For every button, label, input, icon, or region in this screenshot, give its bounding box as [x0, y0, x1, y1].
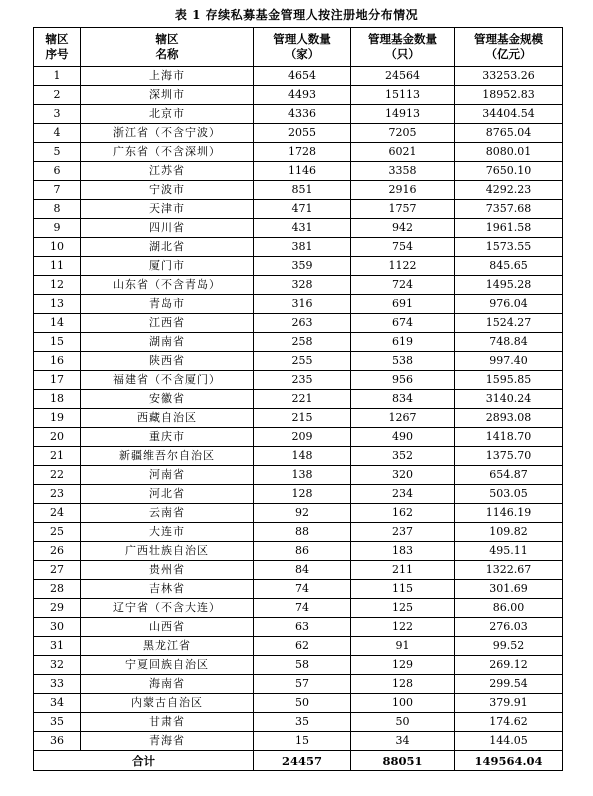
cell-name: 黑龙江省	[81, 637, 254, 656]
cell-name: 宁波市	[81, 181, 254, 200]
table-row	[34, 599, 563, 618]
cell-scale: 34404.54	[455, 105, 563, 124]
header-name	[81, 28, 254, 67]
cell-funds: 125	[351, 599, 455, 618]
cell-name: 河南省	[81, 466, 254, 485]
header-name-line1: 辖区	[155, 32, 179, 46]
cell-name: 湖北省	[81, 238, 254, 257]
cell-managers: 62	[254, 637, 351, 656]
cell-seq: 27	[34, 561, 81, 580]
header-scale	[455, 28, 563, 67]
cell-managers: 4336	[254, 105, 351, 124]
cell-name: 辽宁省（不含大连）	[81, 599, 254, 618]
cell-scale: 379.91	[455, 694, 563, 713]
table-row	[34, 333, 563, 352]
cell-scale: 1595.85	[455, 371, 563, 390]
cell-scale: 7357.68	[455, 200, 563, 219]
cell-seq: 24	[34, 504, 81, 523]
header-row	[34, 28, 563, 67]
cell-seq: 34	[34, 694, 81, 713]
cell-managers: 471	[254, 200, 351, 219]
cell-funds: 211	[351, 561, 455, 580]
header-funds-line2: （只）	[385, 47, 420, 61]
cell-managers: 258	[254, 333, 351, 352]
cell-funds: 754	[351, 238, 455, 257]
total-managers: 24457	[254, 751, 351, 771]
cell-scale: 1322.67	[455, 561, 563, 580]
cell-managers: 4493	[254, 86, 351, 105]
cell-name: 福建省（不含厦门）	[81, 371, 254, 390]
cell-scale: 86.00	[455, 599, 563, 618]
cell-funds: 1757	[351, 200, 455, 219]
cell-managers: 58	[254, 656, 351, 675]
cell-managers: 35	[254, 713, 351, 732]
table-row	[34, 447, 563, 466]
cell-scale: 2893.08	[455, 409, 563, 428]
cell-scale: 1961.58	[455, 219, 563, 238]
cell-managers: 88	[254, 523, 351, 542]
cell-managers: 128	[254, 485, 351, 504]
cell-funds: 128	[351, 675, 455, 694]
cell-funds: 234	[351, 485, 455, 504]
cell-managers: 138	[254, 466, 351, 485]
cell-scale: 33253.26	[455, 67, 563, 86]
cell-funds: 1267	[351, 409, 455, 428]
cell-name: 云南省	[81, 504, 254, 523]
cell-seq: 31	[34, 637, 81, 656]
cell-funds: 320	[351, 466, 455, 485]
cell-funds: 115	[351, 580, 455, 599]
cell-seq: 5	[34, 143, 81, 162]
header-seq-line2: 序号	[45, 47, 69, 61]
cell-managers: 148	[254, 447, 351, 466]
cell-name: 内蒙古自治区	[81, 694, 254, 713]
cell-scale: 3140.24	[455, 390, 563, 409]
cell-seq: 33	[34, 675, 81, 694]
cell-funds: 237	[351, 523, 455, 542]
cell-funds: 490	[351, 428, 455, 447]
cell-name: 上海市	[81, 67, 254, 86]
header-seq-line1: 辖区	[45, 32, 69, 46]
cell-scale: 503.05	[455, 485, 563, 504]
header-managers-line1: 管理人数量	[273, 32, 331, 46]
cell-scale: 18952.83	[455, 86, 563, 105]
cell-name: 山西省	[81, 618, 254, 637]
cell-managers: 235	[254, 371, 351, 390]
cell-seq: 30	[34, 618, 81, 637]
table-row	[34, 732, 563, 751]
table-row	[34, 390, 563, 409]
cell-managers: 2055	[254, 124, 351, 143]
cell-scale: 654.87	[455, 466, 563, 485]
cell-seq: 2	[34, 86, 81, 105]
cell-name: 甘肃省	[81, 713, 254, 732]
cell-seq: 17	[34, 371, 81, 390]
cell-scale: 1524.27	[455, 314, 563, 333]
cell-seq: 25	[34, 523, 81, 542]
table-row	[34, 219, 563, 238]
table-row	[34, 485, 563, 504]
table-body	[34, 67, 563, 751]
cell-scale: 109.82	[455, 523, 563, 542]
table-row	[34, 352, 563, 371]
cell-managers: 1146	[254, 162, 351, 181]
table-row	[34, 181, 563, 200]
cell-seq: 16	[34, 352, 81, 371]
cell-seq: 6	[34, 162, 81, 181]
cell-scale: 301.69	[455, 580, 563, 599]
cell-name: 江苏省	[81, 162, 254, 181]
table-row	[34, 200, 563, 219]
cell-managers: 431	[254, 219, 351, 238]
cell-managers: 57	[254, 675, 351, 694]
cell-seq: 26	[34, 542, 81, 561]
cell-funds: 724	[351, 276, 455, 295]
table-row	[34, 428, 563, 447]
cell-funds: 942	[351, 219, 455, 238]
cell-scale: 997.40	[455, 352, 563, 371]
cell-name: 青岛市	[81, 295, 254, 314]
cell-seq: 3	[34, 105, 81, 124]
table-title: 表 1 存续私募基金管理人按注册地分布情况	[174, 8, 419, 22]
cell-scale: 1146.19	[455, 504, 563, 523]
cell-scale: 144.05	[455, 732, 563, 751]
cell-managers: 851	[254, 181, 351, 200]
header-seq	[34, 28, 81, 67]
cell-funds: 352	[351, 447, 455, 466]
cell-funds: 15113	[351, 86, 455, 105]
table-row	[34, 143, 563, 162]
cell-managers: 92	[254, 504, 351, 523]
cell-name: 西藏自治区	[81, 409, 254, 428]
cell-managers: 74	[254, 580, 351, 599]
cell-seq: 10	[34, 238, 81, 257]
cell-seq: 1	[34, 67, 81, 86]
cell-seq: 19	[34, 409, 81, 428]
table-row	[34, 238, 563, 257]
table-row	[34, 523, 563, 542]
total-funds: 88051	[351, 751, 455, 771]
cell-scale: 845.65	[455, 257, 563, 276]
cell-name: 贵州省	[81, 561, 254, 580]
cell-scale: 1375.70	[455, 447, 563, 466]
table-row	[34, 314, 563, 333]
cell-managers: 255	[254, 352, 351, 371]
cell-name: 大连市	[81, 523, 254, 542]
cell-funds: 6021	[351, 143, 455, 162]
cell-seq: 21	[34, 447, 81, 466]
cell-funds: 834	[351, 390, 455, 409]
table-row	[34, 675, 563, 694]
cell-seq: 14	[34, 314, 81, 333]
header-scale-line2: （亿元）	[485, 47, 532, 61]
cell-seq: 13	[34, 295, 81, 314]
cell-seq: 11	[34, 257, 81, 276]
cell-scale: 174.62	[455, 713, 563, 732]
table-row	[34, 618, 563, 637]
cell-funds: 14913	[351, 105, 455, 124]
cell-scale: 1418.70	[455, 428, 563, 447]
cell-funds: 129	[351, 656, 455, 675]
cell-managers: 221	[254, 390, 351, 409]
cell-funds: 538	[351, 352, 455, 371]
cell-name: 安徽省	[81, 390, 254, 409]
cell-managers: 328	[254, 276, 351, 295]
cell-name: 河北省	[81, 485, 254, 504]
cell-scale: 299.54	[455, 675, 563, 694]
cell-name: 山东省（不含青岛）	[81, 276, 254, 295]
cell-name: 四川省	[81, 219, 254, 238]
cell-managers: 84	[254, 561, 351, 580]
table-row	[34, 504, 563, 523]
cell-name: 广东省（不含深圳）	[81, 143, 254, 162]
cell-seq: 36	[34, 732, 81, 751]
table-row	[34, 105, 563, 124]
cell-seq: 4	[34, 124, 81, 143]
cell-name: 青海省	[81, 732, 254, 751]
cell-scale: 8765.04	[455, 124, 563, 143]
cell-scale: 976.04	[455, 295, 563, 314]
cell-funds: 91	[351, 637, 455, 656]
cell-name: 广西壮族自治区	[81, 542, 254, 561]
cell-funds: 34	[351, 732, 455, 751]
table-row	[34, 67, 563, 86]
cell-name: 海南省	[81, 675, 254, 694]
cell-scale: 99.52	[455, 637, 563, 656]
cell-funds: 24564	[351, 67, 455, 86]
table-row	[34, 86, 563, 105]
cell-funds: 122	[351, 618, 455, 637]
cell-funds: 50	[351, 713, 455, 732]
table-row	[34, 561, 563, 580]
header-funds	[351, 28, 455, 67]
table-row	[34, 409, 563, 428]
cell-managers: 263	[254, 314, 351, 333]
total-row	[34, 751, 563, 771]
cell-managers: 381	[254, 238, 351, 257]
cell-scale: 4292.23	[455, 181, 563, 200]
cell-scale: 748.84	[455, 333, 563, 352]
registration-distribution-table	[33, 27, 563, 771]
cell-funds: 162	[351, 504, 455, 523]
cell-seq: 32	[34, 656, 81, 675]
header-scale-line1: 管理基金规模	[474, 32, 543, 46]
cell-funds: 7205	[351, 124, 455, 143]
cell-managers: 50	[254, 694, 351, 713]
cell-seq: 18	[34, 390, 81, 409]
cell-name: 宁夏回族自治区	[81, 656, 254, 675]
cell-name: 陕西省	[81, 352, 254, 371]
cell-managers: 1728	[254, 143, 351, 162]
cell-seq: 28	[34, 580, 81, 599]
cell-name: 天津市	[81, 200, 254, 219]
cell-managers: 86	[254, 542, 351, 561]
table-row	[34, 656, 563, 675]
table-row	[34, 466, 563, 485]
cell-seq: 12	[34, 276, 81, 295]
cell-name: 北京市	[81, 105, 254, 124]
cell-seq: 29	[34, 599, 81, 618]
table-row	[34, 276, 563, 295]
table-row	[34, 371, 563, 390]
cell-seq: 9	[34, 219, 81, 238]
cell-name: 新疆维吾尔自治区	[81, 447, 254, 466]
cell-managers: 15	[254, 732, 351, 751]
cell-funds: 691	[351, 295, 455, 314]
table-row	[34, 542, 563, 561]
cell-seq: 20	[34, 428, 81, 447]
cell-scale: 276.03	[455, 618, 563, 637]
table-row	[34, 713, 563, 732]
cell-name: 浙江省（不含宁波）	[81, 124, 254, 143]
cell-seq: 22	[34, 466, 81, 485]
table-row	[34, 694, 563, 713]
total-label: 合计	[34, 751, 254, 771]
cell-seq: 7	[34, 181, 81, 200]
cell-managers: 4654	[254, 67, 351, 86]
cell-scale: 495.11	[455, 542, 563, 561]
cell-funds: 183	[351, 542, 455, 561]
cell-name: 重庆市	[81, 428, 254, 447]
cell-funds: 100	[351, 694, 455, 713]
cell-managers: 359	[254, 257, 351, 276]
cell-managers: 215	[254, 409, 351, 428]
cell-scale: 1495.28	[455, 276, 563, 295]
header-funds-line1: 管理基金数量	[368, 32, 437, 46]
cell-scale: 7650.10	[455, 162, 563, 181]
cell-managers: 74	[254, 599, 351, 618]
header-managers	[254, 28, 351, 67]
cell-name: 吉林省	[81, 580, 254, 599]
table-row	[34, 580, 563, 599]
cell-managers: 316	[254, 295, 351, 314]
total-scale: 149564.04	[455, 751, 563, 771]
cell-funds: 674	[351, 314, 455, 333]
cell-funds: 619	[351, 333, 455, 352]
cell-managers: 209	[254, 428, 351, 447]
header-name-line2: 名称	[155, 47, 179, 61]
cell-funds: 3358	[351, 162, 455, 181]
cell-scale: 269.12	[455, 656, 563, 675]
cell-funds: 1122	[351, 257, 455, 276]
cell-funds: 2916	[351, 181, 455, 200]
table-row	[34, 124, 563, 143]
table-row	[34, 257, 563, 276]
cell-name: 湖南省	[81, 333, 254, 352]
cell-seq: 15	[34, 333, 81, 352]
table-row	[34, 295, 563, 314]
cell-seq: 23	[34, 485, 81, 504]
table-row	[34, 637, 563, 656]
table-row	[34, 162, 563, 181]
cell-name: 江西省	[81, 314, 254, 333]
cell-managers: 63	[254, 618, 351, 637]
cell-seq: 35	[34, 713, 81, 732]
header-managers-line2: （家）	[284, 47, 320, 61]
cell-scale: 8080.01	[455, 143, 563, 162]
cell-name: 厦门市	[81, 257, 254, 276]
cell-seq: 8	[34, 200, 81, 219]
cell-name: 深圳市	[81, 86, 254, 105]
cell-scale: 1573.55	[455, 238, 563, 257]
cell-funds: 956	[351, 371, 455, 390]
